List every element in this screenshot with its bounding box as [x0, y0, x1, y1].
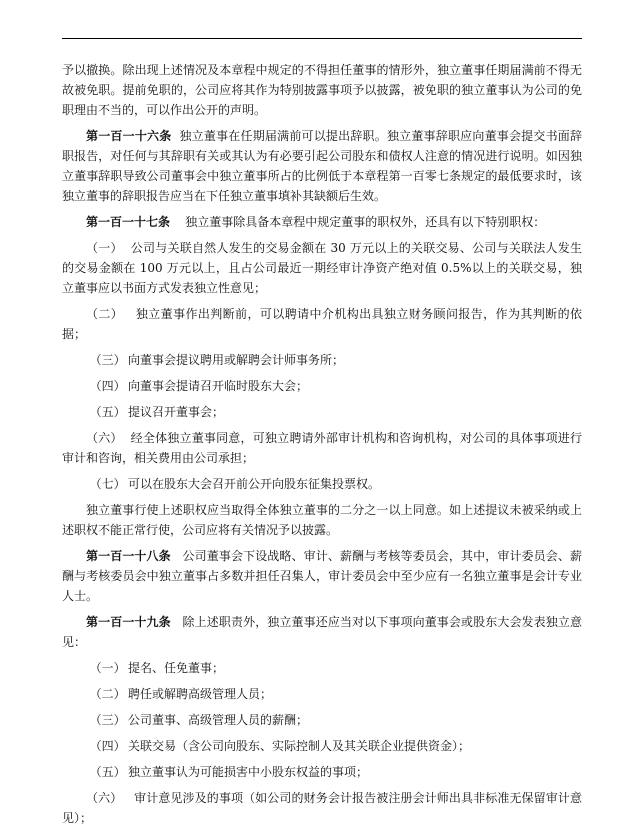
article-116 [62, 126, 582, 206]
item-text: 关联交易（含公司向股东、实际控制人及其关联企业提供资金）； [127, 739, 470, 753]
paragraph: 独立董事行使上述职权应当取得全体独立董事的二分之一以上同意。如上述提议未被采纳或上述职权不能正常行使，公司应将有关情况予以披露。 [62, 503, 582, 537]
list-item [62, 376, 582, 396]
list-item [62, 350, 582, 370]
list-item [62, 304, 582, 344]
article-heading: 第一百一十六条 [86, 129, 172, 143]
list-item [62, 658, 582, 678]
list-item [62, 710, 582, 730]
list-item [62, 684, 582, 704]
header-rule [62, 38, 582, 39]
article-text: 独立董事在任期届满前可以提出辞职。独立董事辞职应向董事会提交书面辞职报告，对任何与其辞职有关或其认为有必要引起公司股东和债权人注意的情况进行说明。如因独立董事辞职导致公司董事会中独立董事所占的比例低于本章程第一百零七条规定的最低要求时，该独立董事的辞职报告应当在下任独立董事填补其缺额后生效。 [62, 129, 582, 203]
item-number: （三） [89, 713, 126, 727]
item-text: 独立董事认为可能损害中小股东权益的事项； [127, 765, 368, 779]
list-item [62, 402, 582, 422]
item-number: （二） [86, 307, 124, 321]
article-text: 公司董事会下设战略、审计、薪酬与考核等委员会，其中，审计委员会、薪酬与考核委员会中独立董事占多数并担任召集人，审计委员会中至少应有一名独立董事是会计专业人士。 [62, 549, 582, 603]
item-number: （四） [89, 739, 126, 753]
article-117 [62, 212, 582, 232]
item-number: （六） [86, 791, 123, 805]
item-number: （七） [89, 477, 126, 491]
item-number: （五） [89, 405, 126, 419]
item-number: （四） [89, 379, 126, 393]
article-text: 独立董事除具备本章程中规定董事的职权外，还具有以下特别职权： [185, 215, 546, 229]
item-text: 聘任或解聘高级管理人员； [127, 687, 272, 701]
article-heading: 第一百一十八条 [86, 549, 171, 563]
list-item [62, 474, 582, 494]
item-number: （二） [89, 687, 126, 701]
item-number: （五） [89, 765, 126, 779]
list-item [62, 238, 582, 298]
item-number: （一） [86, 241, 123, 255]
item-number: （六） [86, 431, 123, 445]
item-text: 提名、任免董事； [127, 661, 224, 675]
item-text: 公司与关联自然人发生的交易金额在 30 万元以上的关联交易、公司与关联法人发生的交易金额在 100 万元以上，且占公司最近一期经审计净资产绝对值 0.5%以上的关联交易，独立董事应以书面方式发表独立性意见； [62, 241, 582, 295]
item-text: 提议召开董事会； [127, 405, 224, 419]
article-119 [62, 612, 582, 652]
item-text: 独立董事作出判断前，可以聘请中介机构出具独立财务顾问报告，作为其判断的依据； [62, 307, 582, 341]
article-text: 除上述职责外，独立董事还应当对以下事项向董事会或股东大会发表独立意见： [62, 615, 582, 649]
article-118 [62, 546, 582, 606]
item-text: 审计意见涉及的事项（如公司的财务会计报告被注册会计师出具非标准无保留审计意见）； [62, 791, 582, 825]
item-text: 向董事会提请召开临时股东大会； [127, 379, 308, 393]
article-heading: 第一百一十七条 [86, 215, 171, 229]
document-body [62, 60, 582, 828]
item-number: （一） [89, 661, 126, 675]
item-text: 可以在股东大会召开前公开向股东征集投票权。 [127, 477, 380, 491]
article-heading: 第一百一十九条 [86, 615, 171, 629]
item-text: 公司董事、高级管理人员的薪酬； [127, 713, 308, 727]
paragraph: 予以撤换。除出现上述情况及本章程中规定的不得担任董事的情形外，独立董事任期届满前不得无故被免职。提前免职的，公司应将其作为特别披露事项予以披露，被免职的独立董事认为公司的免职理由不当的，可以作出公开的声明。 [62, 63, 582, 117]
item-text: 经全体独立董事同意，可独立聘请外部审计机构和咨询机构，对公司的具体事项进行审计和咨询，相关费用由公司承担； [62, 431, 582, 465]
list-item [62, 428, 582, 468]
list-item [62, 762, 582, 782]
list-item [62, 788, 582, 828]
item-number: （三） [89, 353, 126, 367]
list-item [62, 736, 582, 756]
item-text: 向董事会提议聘用或解聘会计师事务所； [127, 353, 344, 367]
